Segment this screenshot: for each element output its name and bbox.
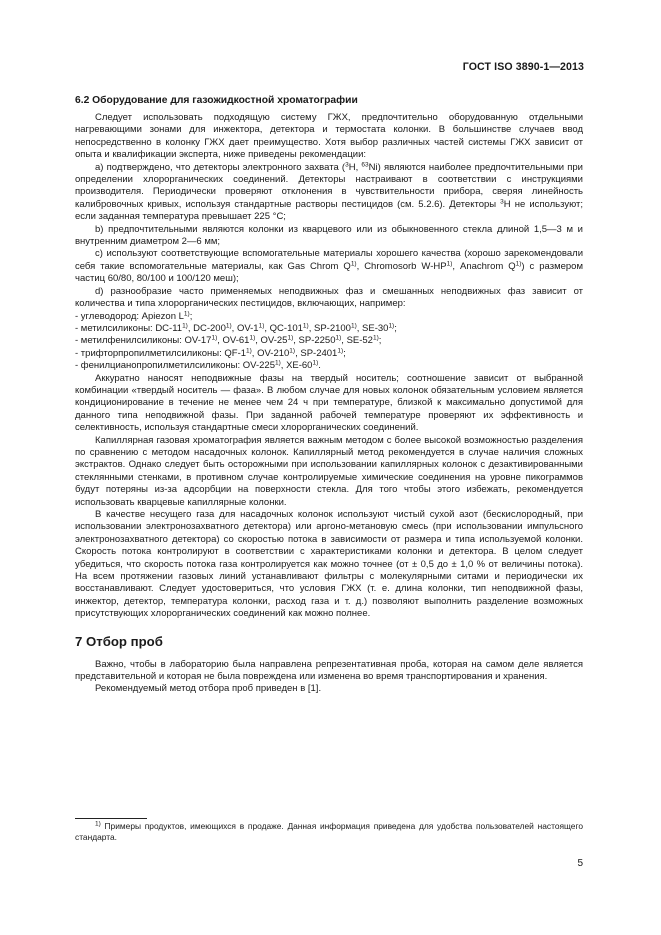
phase-name: OV-61 — [222, 335, 250, 347]
phase-list-item: - углеводород: Apiezon $L^{1)}$; — [75, 310, 193, 322]
phase-name: QC-101 — [269, 322, 303, 334]
footnote — [75, 821, 583, 843]
phase-name: QF-1 — [224, 347, 247, 359]
phase-list-item: - трифторпропилметилсиликоны: QF-1$^{1)}$, OV-210$^{1)}$, SP-2401$^{1)}$; — [75, 347, 346, 359]
intro-paragraph: Следует использовать подходящую систему ГЖХ, предпочтительно оборудованную отдельными нагревающими зонами для инжектора, детектора и термостата колонки. В большинстве случаев ввод непосредственно в колонку ГЖХ дает преимущество. Хотя выбор различных частей системы ГЖХ зависит от опыта и квалификации эксперта, ниже приведены рекомендации: — [75, 112, 583, 161]
sampling-paragraph-1: Важно, чтобы в лабораторию была направлена репрезентативная проба, которая на самом деле является представительной и которая не была повреждена или изменена во время транспортирования и хранения. — [75, 658, 583, 683]
capillary-paragraph: Капиллярная газовая хроматография является важным методом с более высокой возможностью разделения по сравнению с методом насадочных колонок. Капиллярный метод рекомендуется в случае наличия сложных экстрактов. Однако следует быть осторожными при использовании капиллярных колонок с дезактивированными стеклянными стенками, в противном случае контролируемые химические соединения на уровне пикограммов будут потеряны из-за адсорбции на поверхности стекла. Для того чтобы этого избежать, рекомендуется использовать кварцевые капиллярные колонки. — [75, 434, 583, 508]
sampling-paragraph-2: Рекомендуемый метод отбора проб приведен в [1]. — [95, 683, 322, 695]
phase-name: SP-2100 — [313, 322, 351, 334]
phase-name: SP-2401 — [300, 347, 338, 359]
phase-name: SE-52 — [346, 335, 373, 347]
standard-designation: ГОСТ ISO 3890-1—2013 — [462, 61, 584, 73]
item-c-paragraph: c) используют соответствующие вспомогательные материалы хорошего качества (хорошо зарекомендовали себя такие вспомогательные материалы, как Gas Chrom $Q^{1)}$, Chromosorb W-HP$^{1)}$, Anachrom $Q^{1)}$) с размером частиц 60/80, 80/100 и 100/120 меш); — [75, 248, 583, 285]
phases-list — [75, 311, 583, 373]
phase-list-item: - фенилцианопропилметилсиликоны: OV-225$^{1)}$, XE-60$^{1)}$. — [75, 359, 321, 372]
main-content — [75, 94, 583, 696]
phase-name: OV-25 — [260, 335, 288, 347]
phase-name: OV-225 — [242, 360, 275, 372]
phase-list-item: - метилсиликоны: DC-11$^{1)}$, DC-200$^{1)}$, OV-1$^{1)}$, QC-101$^{1)}$, SP-2100$^{1)}$, SE-30$^{1)}$; — [75, 322, 397, 334]
carrier-gas-paragraph: В качестве несущего газа для насадочных колонок используют чистый сухой азот (бескислородный, при использовании электронозахватного детектора) или аргоно-метановую смесь (при использовании импульсного электронозахватного детектора) со скоростью потока в зависимости от размера и типа используемой колонки. Скорость потока контролируют в соответствии с характеристиками колонки и детектора. В целом следует убедиться, что скорость потока газа контролируется как можно точнее (от ± 0,5 до ± 1,0 % от величины потока). На всем протяжении газовых линий устанавливают фильтры с молекулярными ситами и периодически их восстанавливают. Следует удостовериться, что условия ГЖХ (т. е. длина колонки, тип неподвижной фазы, инжектор, детектор, температура колонки, расход газа и т. д.) позволяют выполнить разделение возможных присутствующих хлорорганических соединений как можно полнее. — [75, 509, 583, 620]
phase-name: SE-30 — [362, 322, 389, 334]
section-7-heading: 7 Отбор проб — [75, 633, 163, 649]
section-6-2-heading: 6.2 Оборудование для газожидкостной хроматографии — [75, 95, 358, 106]
item-a-paragraph: а) подтверждено, что детекторы электронного захвата ($^3$H, $^{63}$Ni) являются наиболее предпочтительными при определении хлорорганических соединений. Детекторы настраивают в соответствии с инструкциями производителя. Периодически проверяют отклонения в чувствительности прибора, сверяя линейность калибровочных кривых, используя стандартные растворы пестицидов (см. 5.2.6). Детекторы $^3$H не используют; если заданная температура превышает 225 °C; — [75, 161, 583, 223]
phase-list-item: - метилфенилсиликоны: OV-17$^{1)}$, OV-61$^{1)}$, OV-25$^{1)}$, SP-2250$^{1)}$, SE-52$^{1)}$; — [75, 334, 382, 347]
phase-name: DC-11 — [155, 322, 183, 334]
item-b-paragraph: b) предпочтительными являются колонки из кварцевого или из обыкновенного стекла длиной 1,5—3 м и внутренним диаметром 2—6 мм; — [75, 223, 583, 248]
footnote-divider — [75, 818, 147, 819]
item-d-paragraph: d) разнообразие часто применяемых неподвижных фаз и смешанных неподвижных фаз зависит от количества и типа хлорорганических пестицидов, включающих, например: — [75, 285, 583, 310]
phase-name: OV-1 — [236, 322, 259, 334]
phase-name: SP-2250 — [298, 335, 336, 347]
phase-name: XE-60 — [286, 360, 313, 372]
careful-paragraph: Аккуратно наносят неподвижные фазы на твердый носитель; соотношение зависит от выбранной комбинации «твердый носитель — фаза». В любом случае для новых колонок обязательным условием является кондиционирование в течение не менее чем 24 ч при температуре, близкой к максимально допустимой для данного типа неподвижной фазы. При заданной рабочей температуре проверяют их эффективность и селективность, используя стандартные смеси хлорорганических соединений. — [75, 372, 583, 434]
footnote-mark: 1) — [95, 820, 101, 828]
phase-name: OV-17 — [184, 335, 212, 347]
footnote-text: Примеры продуктов, имеющихся в продаже. Данная информация приведена для удобства пользователей настоящего стандарта. — [75, 821, 583, 842]
page-number: 5 — [577, 858, 583, 869]
phase-name: OV-210 — [257, 347, 290, 359]
phase-name: DC-200 — [193, 322, 226, 334]
